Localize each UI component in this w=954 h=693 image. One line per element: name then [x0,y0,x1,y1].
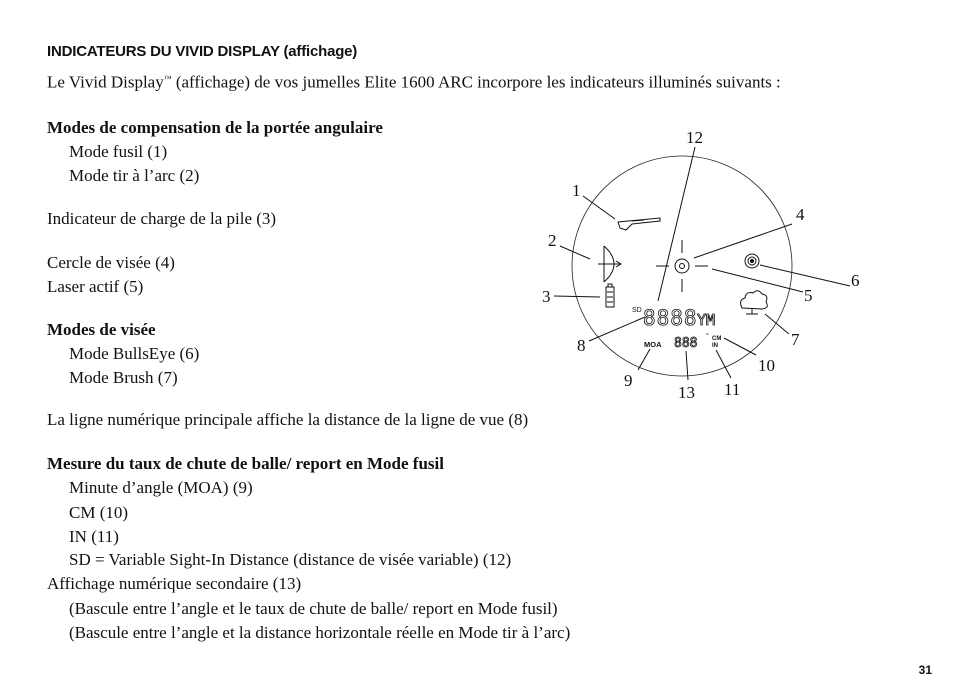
secondary-display-item: Affichage numérique secondaire (13) [47,574,302,593]
callout-8: 8 [577,336,586,355]
callout-4: 4 [796,205,805,224]
target-modes-title: Modes de visée [47,320,156,339]
bow-icon [598,246,621,282]
cm-indicator: CM [712,336,722,342]
callout-9: 9 [624,371,633,390]
callout-12: 12 [686,128,703,147]
callout-13: 13 [678,383,695,402]
callout-7: 7 [791,330,800,349]
moa-indicator: MOA [644,340,662,349]
bullseye-mode-item: Mode BullsEye (6) [69,344,200,363]
page-number: 31 [918,663,932,677]
unit-indicator: YM [697,311,716,329]
aim-circle-icon [675,259,689,273]
angle-range-title: Modes de compensation de la portée angulaire [47,118,383,137]
callout-11: 11 [724,380,741,399]
bullet-drop-title: Mesure du taux de chute de balle/ report en Mode fusil [47,454,444,473]
main-line-item: La ligne numérique principale affiche la distance de la ligne de vue (8) [47,410,529,429]
moa-item: Minute d’angle (MOA) (9) [69,478,253,497]
secondary-digits: 888 [674,336,698,351]
laser-active-item: Laser actif (5) [47,277,144,296]
battery-icon [606,284,614,307]
brush-icon [741,291,768,314]
callout-6: 6 [851,271,860,290]
rifle-icon [618,218,660,230]
section-heading: INDICATEURS DU VIVID DISPLAY (affichage) [47,43,358,60]
main-digits: 8888 [643,306,698,330]
callout-3: 3 [542,287,551,306]
cm-item: CM (10) [69,503,129,522]
laser-active-icon [680,264,685,269]
callout-5: 5 [804,286,813,305]
toggle-bow-note: (Bascule entre l’angle et la distance horizontale réelle en Mode tir à l’arc) [69,623,571,642]
battery-item: Indicateur de charge de la pile (3) [47,209,277,228]
toggle-rifle-note: (Bascule entre l’angle et le taux de chute de balle/ report en Mode fusil) [69,599,558,618]
brush-mode-item: Mode Brush (7) [69,368,178,387]
in-item: IN (11) [69,527,119,546]
degree-symbol: ° [706,333,709,340]
rifle-mode-item: Mode fusil (1) [69,142,168,161]
trademark-symbol: ™ [163,74,172,83]
vivid-display-diagram [520,120,900,410]
aim-crosshair [656,240,708,292]
sd-indicator: SD [632,307,642,314]
bow-mode-item: Mode tir à l’arc (2) [69,166,200,185]
in-indicator: IN [712,343,718,349]
intro-text-end: (affichage) de vos jumelles Elite 1600 ARC incorpore les indicateurs illuminés suivants : [171,72,781,92]
aim-circle-item: Cercle de visée (4) [47,253,175,272]
callout-2: 2 [548,231,557,250]
intro-paragraph [47,69,781,93]
bullseye-icon [745,254,759,268]
intro-text-start: Le Vivid Display [47,72,164,92]
callout-1: 1 [572,181,581,200]
sd-item: SD = Variable Sight-In Distance (distance de visée variable) (12) [69,550,512,569]
callout-10: 10 [758,356,775,375]
